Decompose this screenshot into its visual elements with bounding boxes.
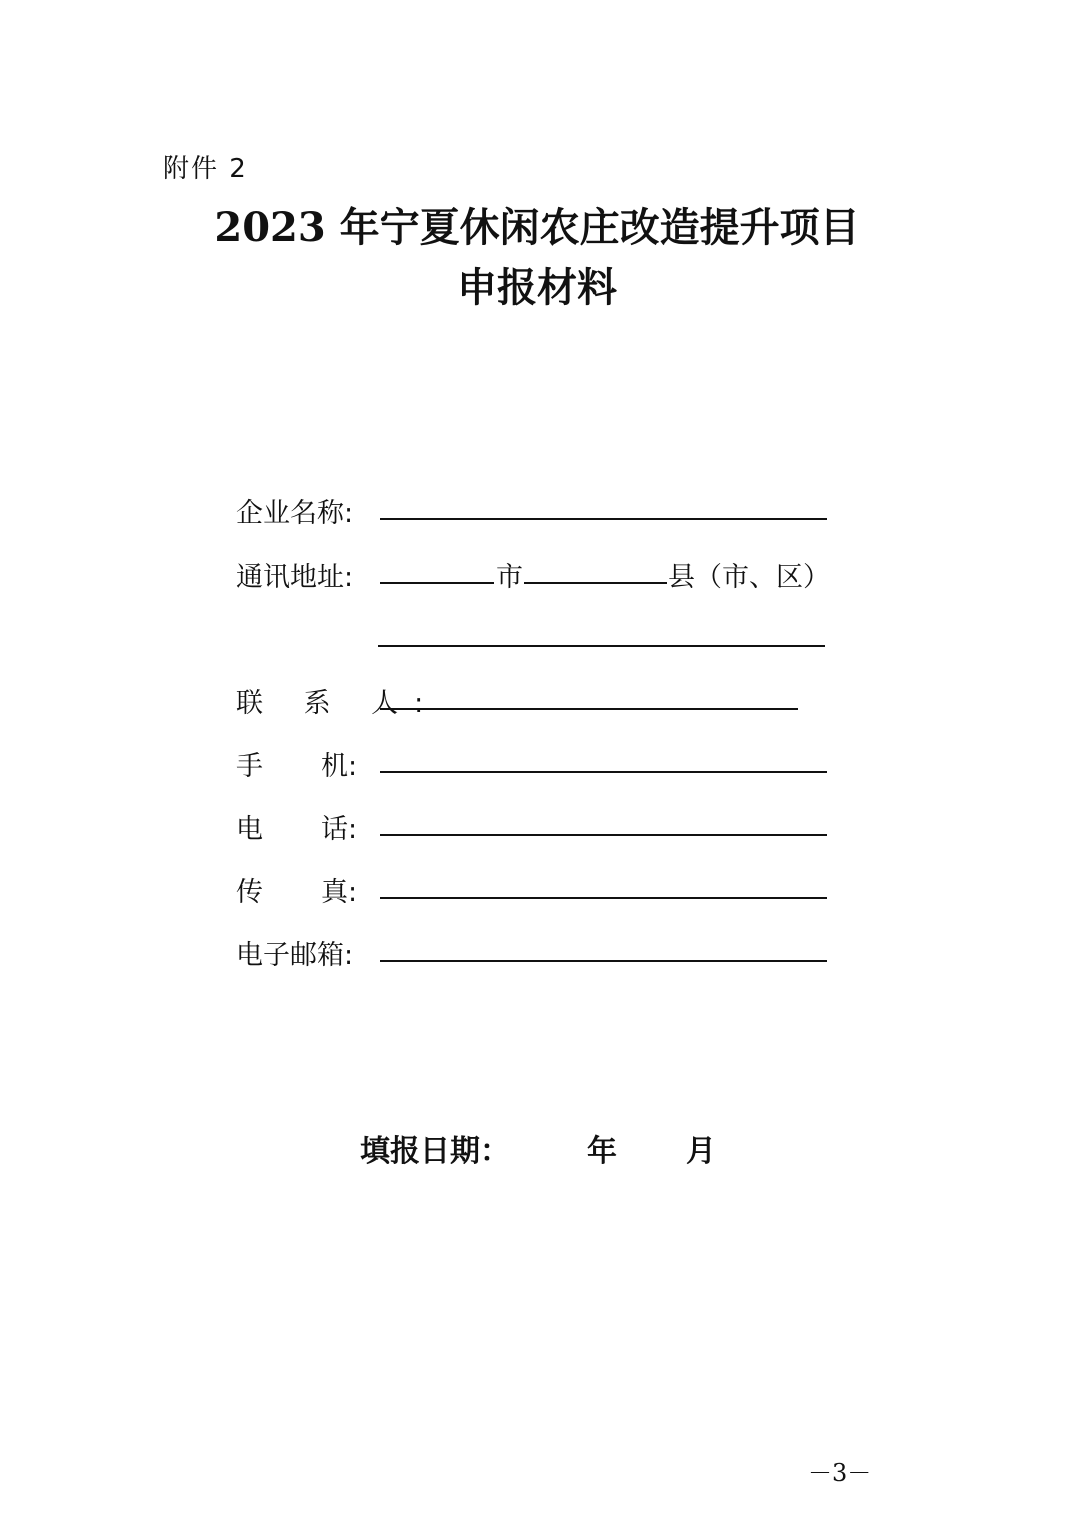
fill-date-year: 年 [587, 1134, 617, 1169]
fill-date-month: 月 [686, 1134, 716, 1169]
company-name-label: 企业名称: [236, 498, 354, 529]
page-title-line2: 申报材料 [457, 264, 617, 311]
page-title-line1: 2023 年宁夏休闲农庄改造提升项目 [214, 204, 860, 251]
phone-label-b: 话: [321, 814, 358, 845]
email-label: 电子邮箱: [236, 940, 354, 971]
mobile-field[interactable] [380, 771, 827, 773]
address-label: 通讯地址: [236, 562, 354, 593]
contact-field[interactable] [380, 708, 798, 710]
fax-label-a: 传 [236, 877, 263, 908]
attachment-label: 附件 2 [163, 154, 248, 184]
mobile-label-b: 机: [321, 751, 358, 782]
company-name-field[interactable] [380, 518, 827, 520]
fax-field[interactable] [380, 897, 827, 899]
fax-label-b: 真: [321, 877, 358, 908]
fill-date-label: 填报日期： [360, 1134, 510, 1169]
address-city-field[interactable] [380, 582, 494, 584]
mobile-label-a: 手 [236, 751, 263, 782]
email-field[interactable] [380, 960, 827, 962]
phone-field[interactable] [380, 834, 827, 836]
address-city-suffix: 市 [496, 562, 523, 593]
page-number: －3－ [808, 1459, 872, 1487]
contact-label: 联 系 人: [236, 688, 440, 719]
address-county-field[interactable] [524, 582, 667, 584]
phone-label-a: 电 [236, 814, 263, 845]
address-county-suffix: 县（市、区） [668, 562, 830, 593]
address-detail-field[interactable] [378, 645, 825, 647]
